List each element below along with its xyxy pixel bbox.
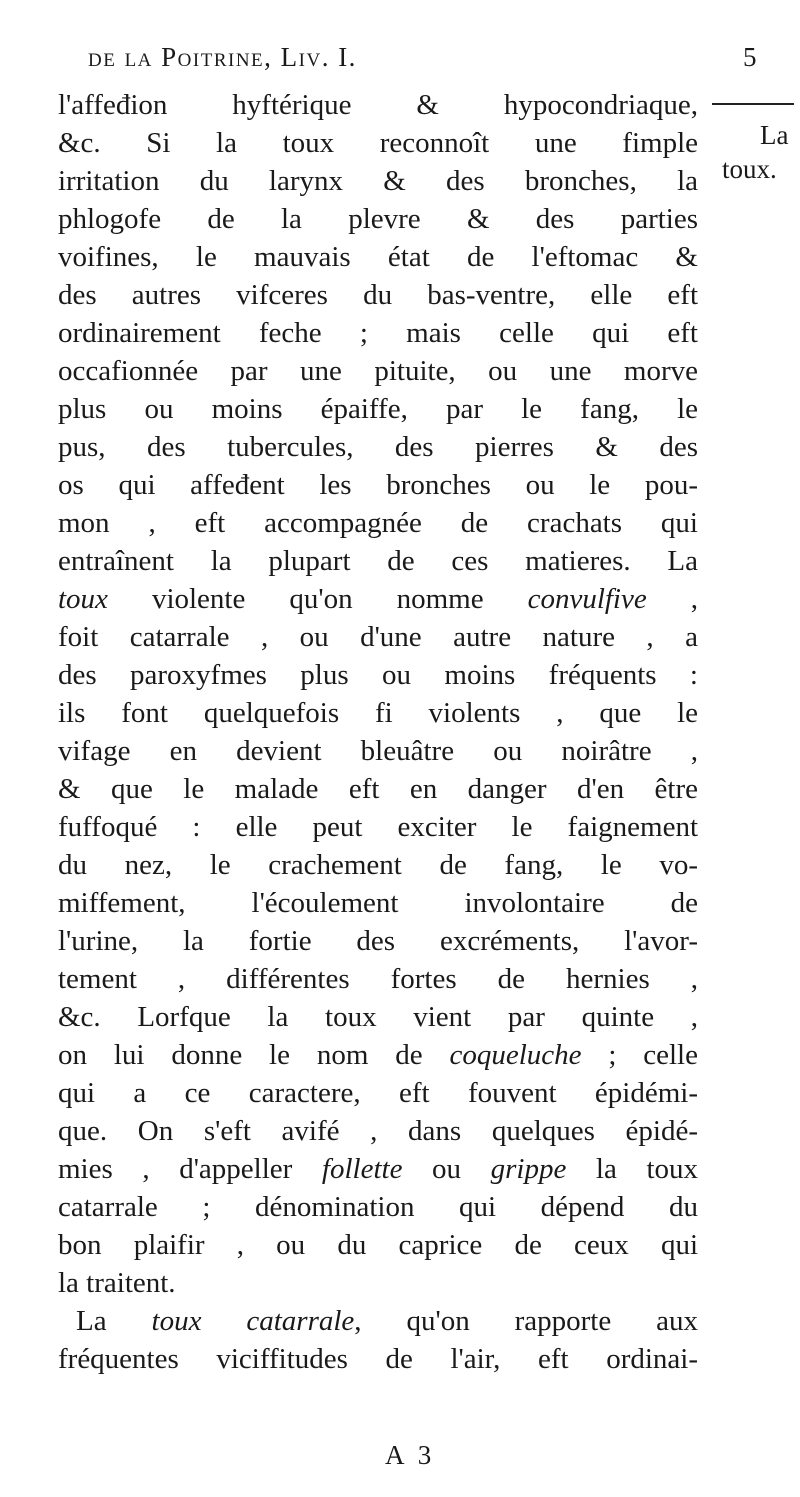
text-run: que. On s'eft avifé , dans quelques épidé- xyxy=(58,1115,698,1147)
text-run: fréquentes viciffitudes de l'air, eft ordinai- xyxy=(58,1343,698,1375)
text-line xyxy=(58,960,698,998)
text-run: on lui donne le nom de xyxy=(58,1039,450,1071)
text-line xyxy=(58,580,698,618)
text-line xyxy=(58,86,698,124)
text-run: , qu'on rapporte aux xyxy=(354,1305,699,1337)
text-line xyxy=(58,276,698,314)
text-run: tement , différentes fortes de hernies , xyxy=(58,963,698,995)
text-line xyxy=(58,162,698,200)
text-run: ordinairement feche ; mais celle qui eft xyxy=(58,317,698,349)
page-number: 5 xyxy=(743,42,758,72)
text-line xyxy=(58,466,698,504)
text-run: os qui affeđent les bronches ou le pou- xyxy=(58,469,698,501)
text-run: foit catarrale , ou d'une autre nature , a xyxy=(58,621,698,653)
text-run: des autres vifceres du bas-ventre, elle eft xyxy=(58,279,698,311)
body-text xyxy=(58,86,698,1378)
text-run: mies , d'appeller xyxy=(58,1153,322,1185)
text-line xyxy=(58,1302,698,1340)
text-run: du nez, le crachement de fang, le vo- xyxy=(58,849,698,881)
text-line xyxy=(58,238,698,276)
italic-term: coqueluche xyxy=(449,1039,582,1071)
text-line xyxy=(58,808,698,846)
text-run: voifines, le mauvais état de l'eftomac & xyxy=(58,241,698,273)
text-line xyxy=(58,1150,698,1188)
text-line xyxy=(58,694,698,732)
italic-term: toux xyxy=(58,583,108,615)
text-run: violente qu'on nomme xyxy=(107,583,528,615)
text-line xyxy=(58,352,698,390)
text-line xyxy=(58,1036,698,1074)
text-line xyxy=(58,656,698,694)
text-line xyxy=(58,618,698,656)
text-line xyxy=(58,998,698,1036)
text-line xyxy=(58,1112,698,1150)
running-head-title: de la Poitrine, Liv. I. xyxy=(88,42,357,72)
text-line xyxy=(58,314,698,352)
text-run: , xyxy=(646,583,698,615)
italic-term: grippe xyxy=(490,1153,567,1185)
text-run: entraînent la plupart de ces matieres. La xyxy=(58,545,698,577)
text-run: plus ou moins épaiffe, par le fang, le xyxy=(58,393,698,425)
text-line xyxy=(58,1188,698,1226)
text-line xyxy=(58,1264,698,1302)
text-run: occafionnée par une pituite, ou une morve xyxy=(58,355,698,387)
margin-rule xyxy=(712,103,794,105)
text-line xyxy=(58,846,698,884)
text-line xyxy=(58,732,698,770)
text-run: irritation du larynx & des bronches, la xyxy=(58,165,698,197)
text-run: bon plaifir , ou du caprice de ceux qui xyxy=(58,1229,698,1261)
text-run: la toux xyxy=(566,1153,699,1185)
margin-note-line-1: La xyxy=(760,120,789,150)
margin-note-line-2: toux. xyxy=(722,154,777,184)
text-run: &c. Lorfque la toux vient par quinte , xyxy=(58,1001,698,1033)
text-run: ils font quelquefois fi violents , que le xyxy=(58,697,698,729)
text-run: fuffoqué : elle peut exciter le faignement xyxy=(58,811,698,843)
running-head xyxy=(88,42,758,82)
text-run: mon , eft accompagnée de crachats qui xyxy=(58,507,698,539)
text-line xyxy=(58,124,698,162)
text-run: ; celle xyxy=(581,1039,698,1071)
text-line xyxy=(58,1340,698,1378)
text-line xyxy=(58,884,698,922)
text-run: La xyxy=(76,1305,152,1337)
text-run: pus, des tubercules, des pierres & des xyxy=(58,431,698,463)
text-run: miffement, l'écoulement involontaire de xyxy=(58,887,698,919)
text-line xyxy=(58,390,698,428)
text-run: & que le malade eft en danger d'en être xyxy=(58,773,698,805)
text-line xyxy=(58,922,698,960)
text-run: catarrale ; dénomination qui dépend du xyxy=(58,1191,698,1223)
text-run: qui a ce caractere, eft fouvent épidémi- xyxy=(58,1077,698,1109)
text-line xyxy=(58,200,698,238)
text-line xyxy=(58,1226,698,1264)
text-run: la traitent. xyxy=(58,1267,176,1299)
text-run: vifage en devient bleuâtre ou noirâtre , xyxy=(58,735,698,767)
text-line xyxy=(58,542,698,580)
text-run: des paroxyfmes plus ou moins fréquents : xyxy=(58,659,698,691)
text-line xyxy=(58,504,698,542)
text-run: ou xyxy=(402,1153,491,1185)
text-run: &c. Si la toux reconnoît une fimple xyxy=(58,127,698,159)
text-line xyxy=(58,1074,698,1112)
italic-term: follette xyxy=(321,1153,403,1185)
italic-term: toux catarrale xyxy=(151,1305,355,1337)
text-run: phlogofe de la plevre & des parties xyxy=(58,203,698,235)
text-line xyxy=(58,428,698,466)
text-line xyxy=(58,770,698,808)
text-run: l'urine, la fortie des excréments, l'avor- xyxy=(58,925,698,957)
text-run: l'affeđion hyftérique & hypocondriaque, xyxy=(58,89,698,121)
italic-term: convulfive xyxy=(527,583,647,615)
signature-mark: A 3 xyxy=(385,1440,436,1470)
